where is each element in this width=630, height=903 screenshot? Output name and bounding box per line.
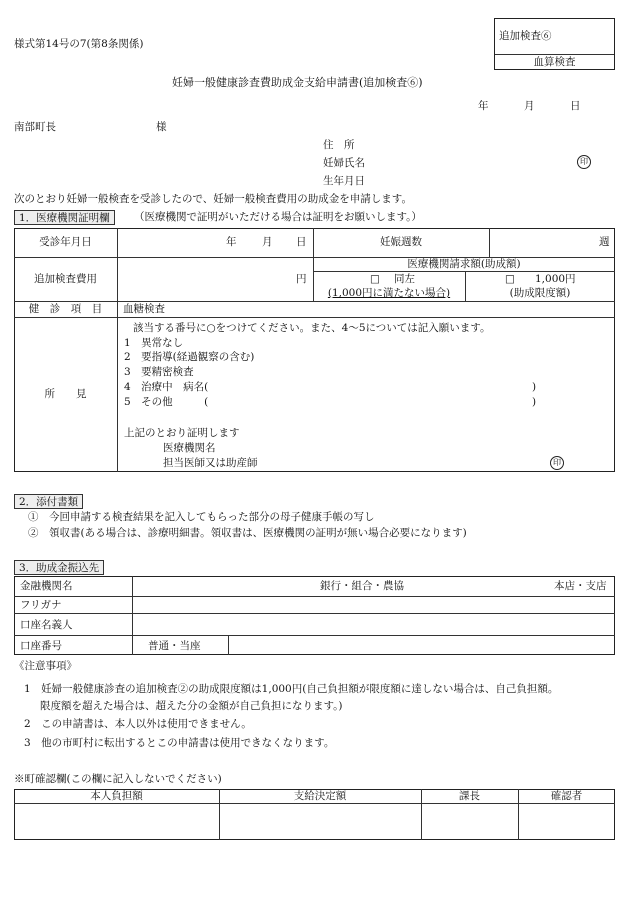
town-confirm-label: ※町確認欄(この欄に記入しないでください) (14, 773, 222, 785)
attachment-item: ② 領収書(ある場合は、診療明細書。領収書は、医療機関の証明が無い場合必要になります) (28, 527, 467, 539)
account-holder-label: 口座名義人 (20, 619, 73, 631)
addressee-name: 南部町長 (14, 121, 56, 133)
finding-item[interactable]: 3 要精密検査 (124, 366, 194, 378)
section2-label: 2．添付書類 (14, 494, 83, 509)
applicant-address-label: 住 所 (323, 139, 355, 151)
corner-box-bottom: 血算検査 (533, 56, 576, 68)
note-item: 3 他の市町村に転出するとこの申請書は使用できなくなります。 (24, 737, 335, 749)
claim-header: 医療機関請求額(助成額) (407, 258, 521, 270)
claim-limit-amount: 1,000円 (535, 273, 576, 285)
notes-title: 《注意事項》 (14, 660, 77, 672)
bank-name-label: 金融機関名 (20, 580, 73, 592)
furigana-label: フリガナ (20, 599, 62, 611)
finding-item[interactable]: 5 その他 ( (124, 396, 209, 408)
claim-limit-note: (助成限度額) (509, 287, 571, 299)
section1-label: 1．医療機関証明欄 (14, 210, 115, 225)
doctor-label: 担当医師又は助産師 (163, 457, 258, 469)
findings-label: 所 見 (44, 388, 87, 400)
claim-limit-checkbox[interactable]: □ (505, 273, 515, 285)
confirm-col-header: 課長 (459, 790, 480, 802)
attachment-item: ① 今回申請する検査結果を記入してもらった部分の母子健康手帳の写し (28, 511, 375, 523)
claim-same-checkbox[interactable]: □ (370, 273, 380, 285)
finding-close-paren: ) (532, 381, 537, 393)
findings-instruction: 該当する番号に○をつけてください。また、4～5については記入願います。 (133, 322, 491, 334)
date-year: 年 (478, 100, 489, 112)
confirm-col-header: 本人負担額 (90, 790, 143, 802)
confirm-col-header: 確認者 (550, 790, 583, 802)
claim-same-label: 同左 (394, 273, 415, 285)
corner-box (494, 18, 615, 70)
note-item: 1 妊婦一般健康診査の追加検査②の助成限度額は1,000円(自己負担額が限度額に達しない場合は、自己負担額。 (24, 683, 559, 695)
visit-date-label: 受診年月日 (39, 236, 92, 248)
fee-label: 追加検査費用 (34, 273, 97, 285)
applicant-seal-icon: 印 (577, 155, 591, 169)
corner-box-divider (495, 54, 614, 55)
visit-date-day: 日 (296, 236, 307, 248)
visit-date-year: 年 (226, 236, 237, 248)
account-type: 普通・当座 (148, 640, 201, 652)
weeks-label: 妊娠週数 (380, 236, 422, 248)
finding-item[interactable]: 2 要指導(経過観察の含む) (124, 351, 255, 363)
claim-same-note: (1,000円に満たない場合) (327, 287, 451, 299)
date-day: 日 (570, 100, 581, 112)
account-number-label: 口座番号 (20, 640, 62, 652)
section1-note: （医療機関で証明がいただける場合は証明をお願いします。） (134, 211, 422, 223)
intro-text: 次のとおり妊婦一般検査を受診したので、妊婦一般検査費用の助成金を申請します。 (14, 193, 412, 205)
note-item: 2 この申請書は、本人以外は使用できません。 (24, 718, 252, 730)
note-item: 限度額を超えた場合は、超えた分の金額が自己負担になります。) (40, 700, 343, 712)
applicant-name-label: 妊婦氏名 (323, 157, 365, 169)
fee-unit: 円 (296, 273, 307, 285)
corner-box-top: 追加検査⑥ (499, 30, 552, 42)
addressee-honorific: 様 (156, 121, 167, 133)
confirm-col-header: 支給決定額 (293, 790, 347, 802)
weeks-unit: 週 (599, 236, 610, 248)
checkup-item-label: 健 診 項 目 (28, 303, 103, 315)
page-title: 妊婦一般健康診査費助成金支給申請書(追加検査⑥) (172, 76, 423, 89)
bank-types: 銀行・組合・農協 (320, 580, 404, 592)
finding-close-paren: ) (532, 396, 537, 408)
institution-label: 医療機関名 (163, 442, 216, 454)
finding-item[interactable]: 1 異常なし (124, 337, 184, 349)
date-month: 月 (524, 100, 535, 112)
doctor-seal-icon: 印 (550, 456, 564, 470)
visit-date-month: 月 (262, 236, 273, 248)
certify-text: 上記のとおり証明します (124, 427, 240, 439)
finding-item[interactable]: 4 治療中 病名( (124, 381, 209, 393)
checkup-item-value: 血糖検査 (123, 303, 165, 315)
section3-label: 3．助成金振込先 (14, 560, 104, 575)
bank-table (14, 576, 615, 655)
form-number: 様式第14号の7(第8条関係) (14, 38, 144, 50)
branch-types: 本店・支店 (554, 580, 607, 592)
applicant-birth-label: 生年月日 (323, 175, 365, 187)
